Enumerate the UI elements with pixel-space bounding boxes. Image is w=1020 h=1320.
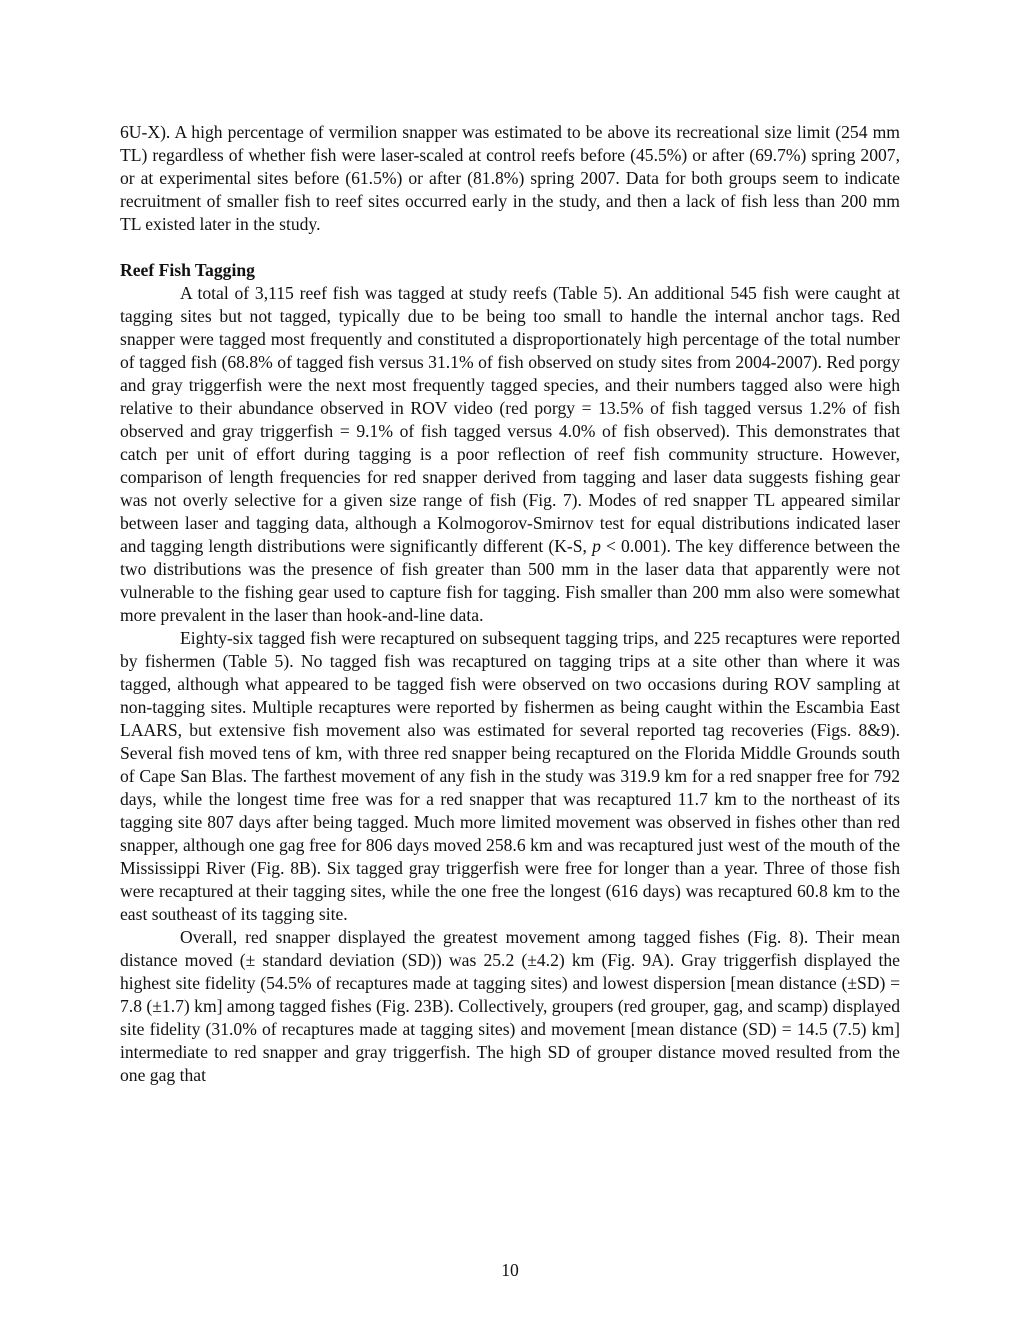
page-number: 10 xyxy=(501,1260,519,1280)
document-body xyxy=(120,121,900,1087)
paragraph-tagging-summary-text-b: < 0.001). The key difference between the two distributions was the presence of fish greater than 500 mm in the laser data that apparently were not vulnerable to the fishing gear used to capture fish for tagging. Fish smaller than 200 mm also were somewhat more prevalent in the laser than hook-and-line data. xyxy=(120,536,900,625)
paragraph-recaptures: Eighty-six tagged fish were recaptured on subsequent tagging trips, and 225 recaptures were reported by fishermen (Table 5). No tagged fish was recaptured on tagging trips at a site other than where it was tagged, although what appeared to be tagged fish were observed on two occasions during ROV sampling at non-tagging sites. Multiple recaptures were reported by fishermen as being caught within the Escambia East LAARS, but extensive fish movement also was estimated for several reported tag recoveries (Figs. 8&9). Several fish moved tens of km, with three red snapper being recaptured on the Florida Middle Grounds south of Cape San Blas. The farthest movement of any fish in the study was 319.9 km for a red snapper free for 792 days, while the longest time free was for a red snapper that was recaptured 11.7 km to the northeast of its tagging site 807 days after being tagged. Much more limited movement was observed in fishes other than red snapper, although one gag free for 806 days moved 258.6 km and was recaptured just west of the mouth of the Mississippi River (Fig. 8B). Six tagged gray triggerfish were free for longer than a year. Three of those fish were recaptured at their tagging sites, while the one free the longest (616 days) was recaptured 60.8 km to the east southeast of its tagging site. xyxy=(120,628,900,924)
paragraph-tagging-summary xyxy=(120,282,900,627)
paragraph-tagging-summary-text-a: A total of 3,115 reef fish was tagged at study reefs (Table 5). An additional 545 fish were caught at tagging sites but not tagged, typically due to be being too small to handle the internal anchor tags. Red snapper were tagged most frequently and constituted a disproportionately high percentage of the total number of tagged fish (68.8% of tagged fish versus 31.1% of fish observed on study sites from 2004-2007). Red porgy and gray triggerfish were the next most frequently tagged species, and their numbers tagged also were high relative to their abundance observed in ROV video (red porgy = 13.5% of fish tagged versus 1.2% of fish observed and gray triggerfish = 9.1% of fish tagged versus 4.0% of fish observed). This demonstrates that catch per unit of effort during tagging is a poor reflection of reef fish community structure. However, comparison of length frequencies for red snapper derived from tagging and laser data suggests fishing gear was not overly selective for a given size range of fish (Fig. 7). Modes of red snapper TL appeared similar between laser and tagging data, although a Kolmogorov-Smirnov test for equal distributions indicated laser and tagging length distributions were significantly different (K-S, xyxy=(120,283,900,556)
section-heading-reef-fish-tagging: Reef Fish Tagging xyxy=(120,260,255,280)
intro-paragraph: 6U-X). A high percentage of vermilion snapper was estimated to be above its recreational size limit (254 mm TL) regardless of whether fish were laser-scaled at control reefs before (45.5%) or after (69.7%) spring 2007, or at experimental sites before (61.5%) or after (81.8%) spring 2007. Data for both groups seem to indicate recruitment of smaller fish to reef sites occurred early in the study, and then a lack of fish less than 200 mm TL existed later in the study. xyxy=(120,122,900,234)
paragraph-movement: Overall, red snapper displayed the greatest movement among tagged fishes (Fig. 8). Their mean distance moved (± standard deviation (SD)) was 25.2 (±4.2) km (Fig. 9A). Gray triggerfish displayed the highest site fidelity (54.5% of recaptures made at tagging sites) and lowest dispersion [mean distance (±SD) = 7.8 (±1.7) km] among tagged fishes (Fig. 23B). Collectively, groupers (red grouper, gag, and scamp) displayed site fidelity (31.0% of recaptures made at tagging sites) and movement [mean distance (SD) = 14.5 (7.5) km] intermediate to red snapper and gray triggerfish. The high SD of grouper distance moved resulted from the one gag that xyxy=(120,927,900,1085)
p-value-symbol: p xyxy=(592,536,601,556)
